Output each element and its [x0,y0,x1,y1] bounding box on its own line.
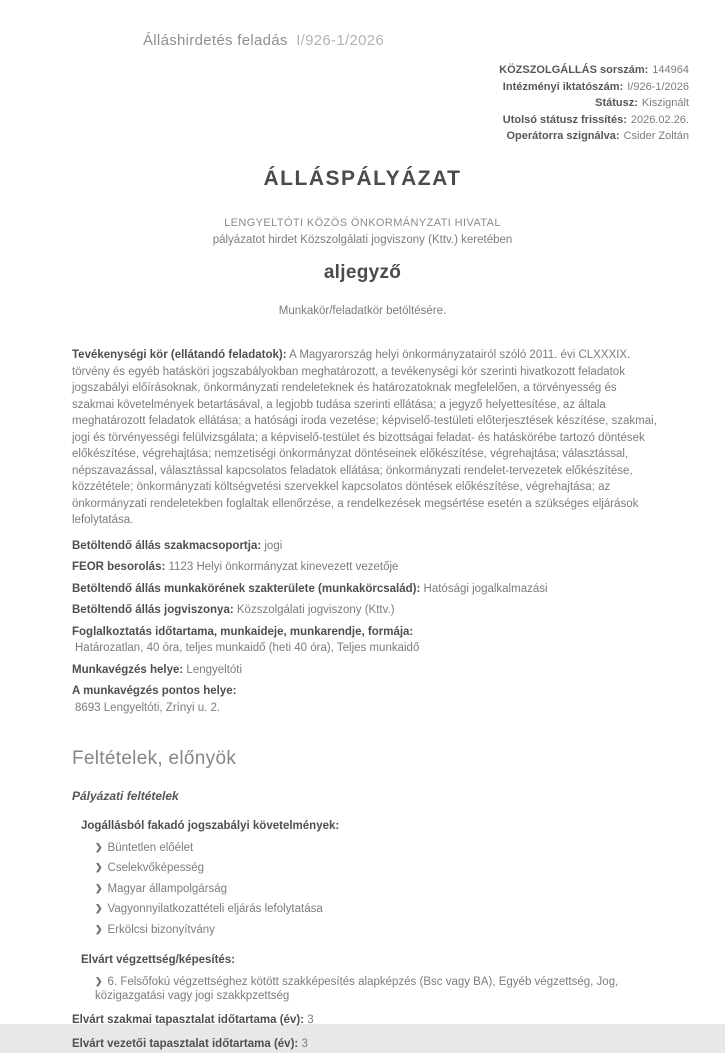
chevron-bullet-icon: ❯ [95,975,103,986]
meta-row [499,79,689,96]
requirement-item [95,841,661,856]
field-value: Lengyeltóti [186,663,243,676]
field-label: Betöltendő állás munkakörének szakterülete (munkakörcsalád): [72,582,421,595]
meta-row [499,128,689,145]
organization-name: LENGYELTÓTI KÖZÖS ÖNKORMÁNYZATI HIVATAL [224,217,501,229]
field-value: 3 [301,1038,308,1050]
requirement-group-label: Jogállásból fakadó jogszabályi követelmények: [81,820,340,832]
field-label: FEOR besorolás: [72,561,166,573]
requirement-item-text: Erkölcsi bizonyítvány [107,923,215,936]
meta-label: Utolsó státusz frissítés: [502,113,627,126]
page-title [0,0,725,49]
requirement-list [0,975,661,1004]
field-value: Határozatlan, 40 óra, teljes munkaidő (heti 40 óra), Teljes munkaidő [75,642,420,654]
field-label: Munkavégzés helye: [72,663,184,676]
activity-text: A Magyarország helyi önkormányzatairól szóló 2011. évi CLXXXIX. törvény és egyéb hatásköri jogszabályokban meghatározott, a tevékenységi kör szerinti hivatkozott feladatok jogszabályi előírásoknak, önkormányzati rendeleteknek és határozatoknak megfelelően, a törvényesség és szakmai követelmények betartásával, a legjobb tudása szerinti ellátása; a jegyző helyettesítése, az általa meghatározott feladatok ellátása; a hatósági iroda vezetése; képviselő-testületi előterjesztések készítése, szakmai, jogi és törvényességi felülvizsgálata; a képviselő-testület és bizottságai feladat- és hatáskörébe tartozó döntések előkészítése, végrehajtása; nemzetiségi önkormányzat döntéseinek előkészítése, végrehajtása; választással, népszavazással, választással kapcsolatos feladatok ellátása; önkormányzati rendelet-tervezetek előkészítése, közzététele; önkormányzati költségvetési szervekkel kapcsolatos döntések előkészítése, végrehajtása; az önkormányzati rendeletekben foglaltak ellenőrzése, a rendelkezések megsértése esetén a szükséges eljárások lefolytatása. [72,349,657,526]
announcement-title: ÁLLÁSPÁLYÁZAT [263,167,462,190]
field-row [72,683,661,716]
meta-row [499,95,689,112]
requirement-item-text: Vagyonnyilatkozattételi eljárás lefolytatása [107,903,323,915]
field-row [72,538,661,555]
field-label: A munkavégzés pontos helye: [72,685,237,697]
field-value: 3 [307,1013,314,1026]
position-note: Munkakör/feladatkör betöltésére. [278,305,447,317]
field-value: jogi [264,539,283,552]
field-value: 8693 Lengyeltóti, Zrínyi u. 2. [75,701,221,714]
meta-panel [499,62,689,145]
chevron-bullet-icon: ❯ [95,862,103,872]
meta-value: 144964 [652,64,689,76]
requirement-item [95,975,661,1004]
requirement-item [95,923,661,938]
field-label: Elvárt vezetői tapasztalat időtartama (év): [72,1038,299,1050]
field-label: Elvárt szakmai tapasztalat időtartama (év): [72,1013,305,1026]
meta-row [499,112,689,129]
announcement-subtitle: pályázatot hirdet Közszolgálati jogviszony (Kttv.) keretében [212,234,513,246]
field-row [72,1012,661,1029]
chevron-bullet-icon: ❯ [95,841,103,852]
activity-label: Tevékenységi kör (ellátandó feladatok): [72,349,287,361]
chevron-bullet-icon: ❯ [95,882,103,893]
requirement-item [95,861,661,876]
subsection-title-application-conditions: Pályázati feltételek [72,789,179,803]
field-label: Betöltendő állás jogviszonya: [72,604,234,616]
meta-label: KÖZSZOLGÁLLÁS sorszám: [499,64,649,76]
meta-value: I/926-1/2026 [627,80,689,93]
field-label: Betöltendő állás szakmacsoportja: [72,539,262,552]
requirement-item-text: Cselekvőképesség [107,862,205,874]
meta-row [499,62,689,79]
requirement-item [95,882,661,897]
meta-label: Státusz: [595,97,638,109]
field-row [72,581,661,598]
requirement-group-label: Elvárt végzettség/képesítés: [81,954,236,966]
requirement-item-text: Büntetlen előélet [107,841,194,854]
field-row [72,624,661,657]
activity-paragraph [72,347,661,529]
doc-number: I/926-1/2026 [296,32,385,49]
meta-value: 2026.02.26. [630,113,689,126]
meta-label: Operátorra szignálva: [506,130,620,142]
field-value: 1123 Helyi önkormányzat kinevezett vezetője [168,561,399,573]
field-row [72,602,661,619]
chevron-bullet-icon: ❯ [95,923,103,934]
field-row [72,662,661,679]
field-label: Foglalkoztatás időtartama, munkaideje, munkarendje, formája: [72,625,414,638]
meta-value: Csider Zoltán [623,130,689,142]
chevron-bullet-icon: ❯ [95,903,103,913]
meta-label: Intézményi iktatószám: [502,80,624,93]
requirement-item-text: 6. Felsőfokú végzettséghez kötött szakképesítés alapképzés (Bsc vagy BA), Egyéb végzettség, Jog, közigazgatási vagy jogi szakkpzettség [95,975,619,1002]
requirement-list [0,841,661,938]
field-row [72,559,661,576]
field-row [72,1036,661,1053]
requirement-item [95,902,661,917]
page-title-text: Álláshirdetés feladás [143,32,288,49]
requirement-item-text: Magyar állampolgárság [107,882,228,895]
field-value: Közszolgálati jogviszony (Kttv.) [236,604,395,616]
meta-value: Kiszignált [641,97,689,109]
section-title-conditions: Feltételek, előnyök [72,748,237,769]
field-value: Hatósági jogalkalmazási [423,582,548,595]
position-title: aljegyző [323,262,402,283]
